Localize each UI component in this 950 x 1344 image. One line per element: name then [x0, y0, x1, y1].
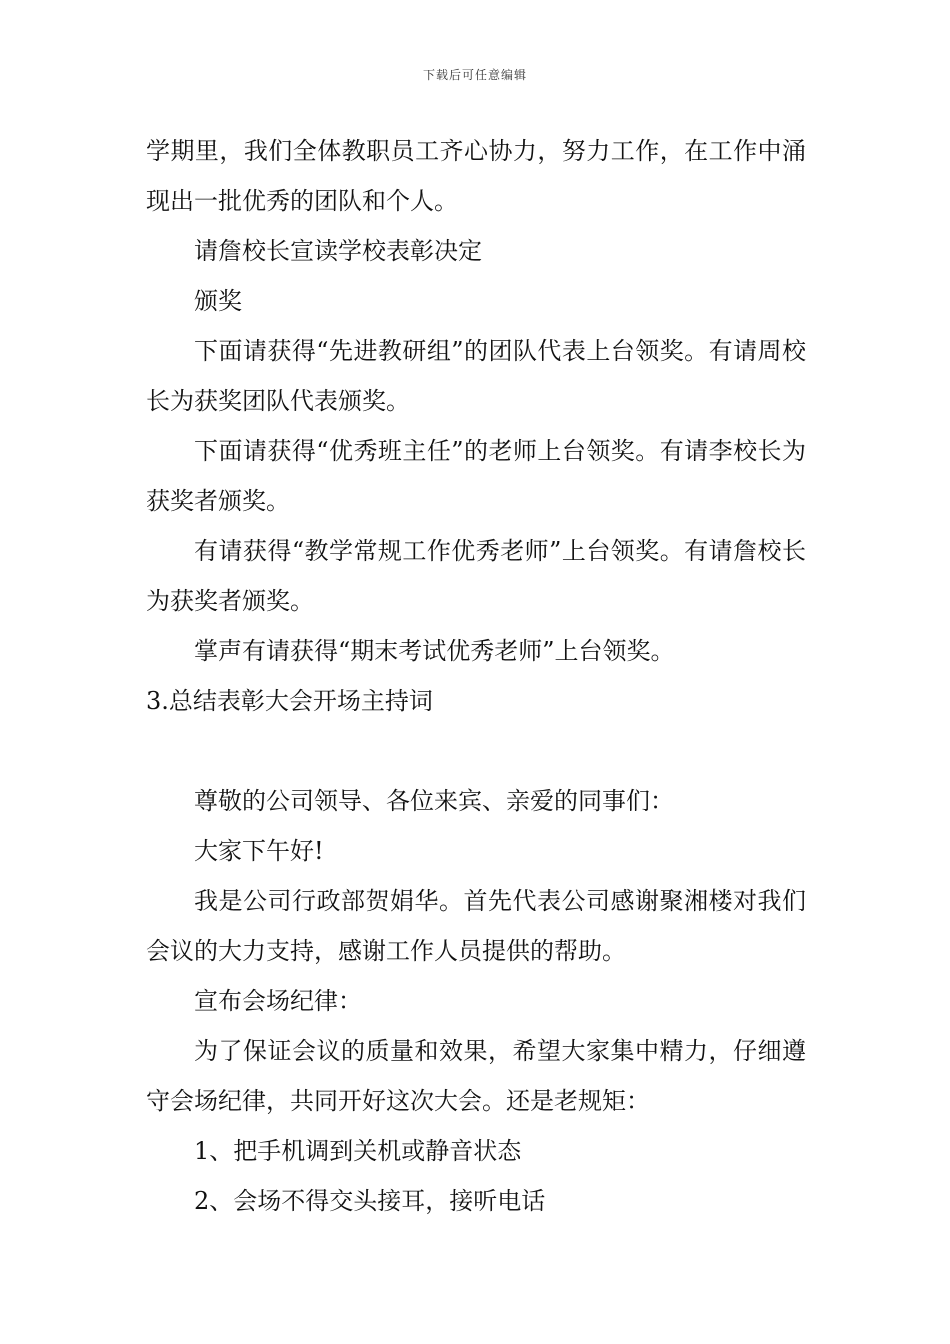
- paragraph-award-exam: 掌声有请获得“期末考试优秀老师”上台领奖。: [194, 637, 675, 665]
- blank-line: [146, 726, 806, 776]
- page-header-note: 下载后可任意编辑: [422, 68, 527, 82]
- paragraph-discipline-intro: 为了保证会议的质量和效果，希望大家集中精力，仔细遵守会场纪律，共同开好这次大会。还是老规矩：: [146, 1037, 806, 1115]
- paragraph-award-class-teacher: 下面请获得“优秀班主任”的老师上台领奖。有请李校长为获奖者颁奖。: [146, 437, 806, 515]
- paragraph-award-team: 下面请获得“先进教研组”的团队代表上台领奖。有请周校长为获奖团队代表颁奖。: [146, 337, 806, 415]
- paragraph-announcement: 请詹校长宣读学校表彰决定: [194, 237, 482, 265]
- paragraph-award-teaching: 有请获得“教学常规工作优秀老师”上台领奖。有请詹校长为获奖者颁奖。: [146, 537, 806, 615]
- section-heading: 3.总结表彰大会开场主持词: [146, 687, 433, 715]
- paragraph-greeting: 尊敬的公司领导、各位来宾、亲爱的同事们：: [194, 787, 674, 815]
- paragraph-introduction: 我是公司行政部贺娟华。首先代表公司感谢聚湘楼对我们会议的大力支持，感谢工作人员提供的帮助。: [146, 887, 806, 965]
- paragraph-award-title: 颁奖: [194, 287, 242, 315]
- paragraph-continuation: 学期里，我们全体教职员工齐心协力，努力工作，在工作中涌现出一批优秀的团队和个人。: [146, 137, 806, 215]
- list-item-rule-2: 2、会场不得交头接耳，接听电话: [194, 1187, 546, 1215]
- paragraph-good-afternoon: 大家下午好!: [194, 837, 324, 865]
- document-body: [146, 126, 806, 1226]
- list-item-rule-1: 1、把手机调到关机或静音状态: [194, 1137, 522, 1165]
- paragraph-discipline-title: 宣布会场纪律：: [194, 987, 362, 1015]
